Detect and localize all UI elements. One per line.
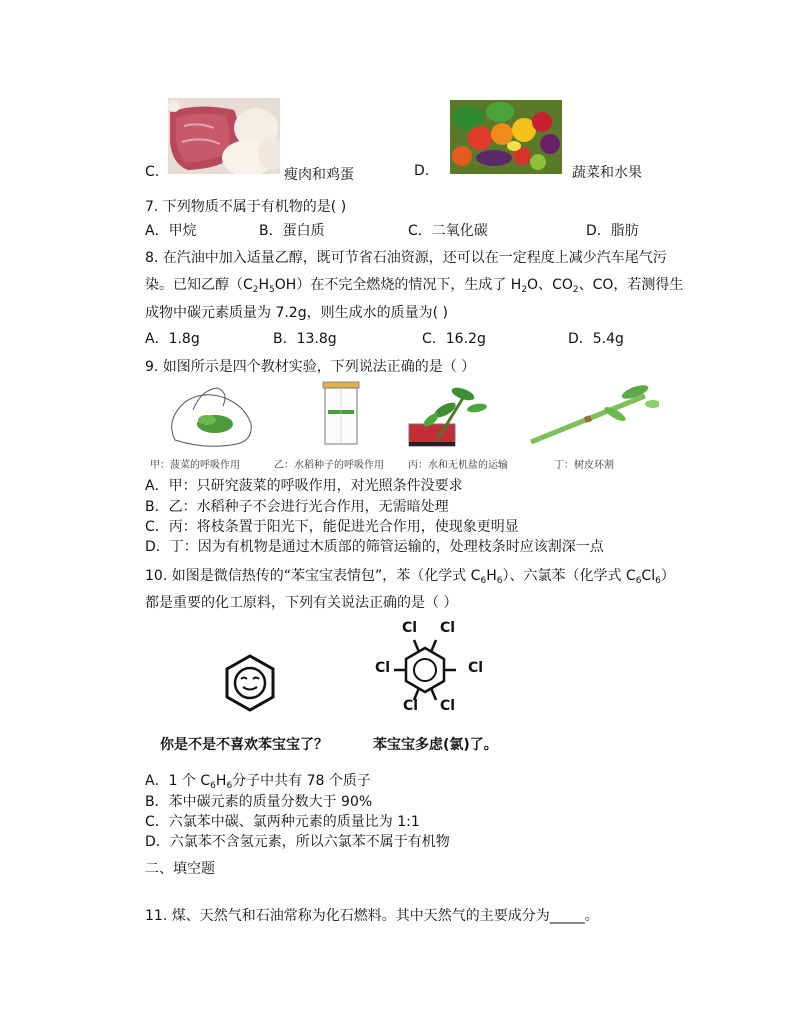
- q11-stem: 11. 煤、天然气和石油常称为化石燃料。其中天然气的主要成分为_____。: [145, 908, 599, 924]
- q10-line2: 都是重要的化工原料，下列有关说法正确的是（ ）: [145, 595, 458, 611]
- cl-label-left: Cl: [375, 660, 391, 676]
- q9-option-d: D．丁：因为有机物是通过木质部的筛管运输的，处理枝条时应该割深一点: [145, 539, 604, 555]
- q8-option-a: A．1.8g: [145, 331, 200, 347]
- stem-water-figure: [409, 385, 488, 446]
- q9-stem: 9. 如图所示是四个教材实验，下列说法正确的是（ ）: [145, 359, 476, 375]
- q9-option-a: A．甲：只研究菠菜的呼吸作用，对光照条件没要求: [145, 478, 463, 494]
- girdled-branch-figure: [531, 383, 659, 442]
- q10-option-a: A．1 个 $C_6H_6$分子中共有 78 个质子: [145, 773, 371, 791]
- cl-label-top-right: Cl: [440, 620, 456, 636]
- section-fill-blank-title: 二、填空题: [145, 861, 215, 877]
- q9-caption-ding: 丁：树皮环割: [554, 460, 614, 471]
- benzene-emoji-figure: [224, 654, 276, 712]
- option-c-letter: C.: [145, 164, 160, 180]
- q7-option-d: D．脂肪: [586, 223, 639, 239]
- q10-option-b: B．苯中碳元素的质量分数大于 90%: [145, 794, 373, 810]
- q8-option-b: B．13.8g: [273, 331, 337, 347]
- hexachlorobenzene-ring: [392, 636, 458, 704]
- option-d-letter: D.: [414, 163, 430, 179]
- cl-label-bottom-right: Cl: [440, 698, 456, 714]
- q7-option-c: C．二氧化碳: [408, 223, 488, 239]
- spinach-bag-figure: [172, 388, 252, 446]
- option-d-text: 蔬菜和水果: [572, 165, 642, 181]
- q9-option-b: B．乙：水稻种子不会进行光合作用，无需暗处理: [145, 499, 449, 515]
- q9-caption-bing: 丙：水和无机盐的运输: [408, 460, 508, 471]
- q8-option-c: C．16.2g: [422, 331, 486, 347]
- cl-label-top-left: Cl: [402, 620, 418, 636]
- q8-line1: 8. 在汽油中加入适量乙醇，既可节省石油资源，还可以在一定程度上减少汽车尾气污: [145, 250, 667, 266]
- q9-caption-jia: 甲：菠菜的呼吸作用: [150, 460, 240, 471]
- q9-experiment-figures: [145, 380, 659, 450]
- q10-line1: 10. 如图是微信热传的“苯宝宝表情包”，苯（化学式 $C_6H_6$）、六氯苯（化学式 $C_6Cl_6$）: [145, 568, 675, 586]
- q8-option-d: D．5.4g: [568, 331, 624, 347]
- cl-label-right: Cl: [468, 660, 484, 676]
- q7-option-b: B．蛋白质: [259, 223, 325, 239]
- q10-option-d: D．六氯苯不含氢元素，所以六氯苯不属于有机物: [145, 834, 450, 850]
- benzene-caption: 你是不是不喜欢苯宝宝了？: [160, 737, 328, 753]
- q9-caption-yi: 乙：水稻种子的呼吸作用: [274, 460, 384, 471]
- q8-line3: 成物中碳元素质量为 7.2g，则生成水的质量为( ): [145, 305, 448, 321]
- q10-option-c: C．六氯苯中碳、氯两种元素的质量比为 1:1: [145, 814, 420, 830]
- vegetables-fruits-image: [450, 100, 562, 174]
- hexachlorobenzene-caption: 苯宝宝多虑(氯)了。: [373, 737, 498, 753]
- q7-stem: 7. 下列物质不属于有机物的是( ): [145, 199, 347, 215]
- meat-eggs-image: [168, 98, 280, 174]
- q9-option-c: C．丙：将枝条置于阳光下，能促进光合作用，使现象更明显: [145, 519, 519, 535]
- cl-label-bottom-left: Cl: [403, 698, 419, 714]
- q7-option-a: A．甲烷: [145, 223, 197, 239]
- seed-tube-figure: [323, 382, 359, 444]
- option-c-text: 瘦肉和鸡蛋: [284, 167, 354, 183]
- q8-line2: 染。已知乙醇$(C_2H_5OH)$在不完全燃烧的情况下，生成了 $H_2O$、$CO_2$、CO，若测得生: [145, 277, 684, 295]
